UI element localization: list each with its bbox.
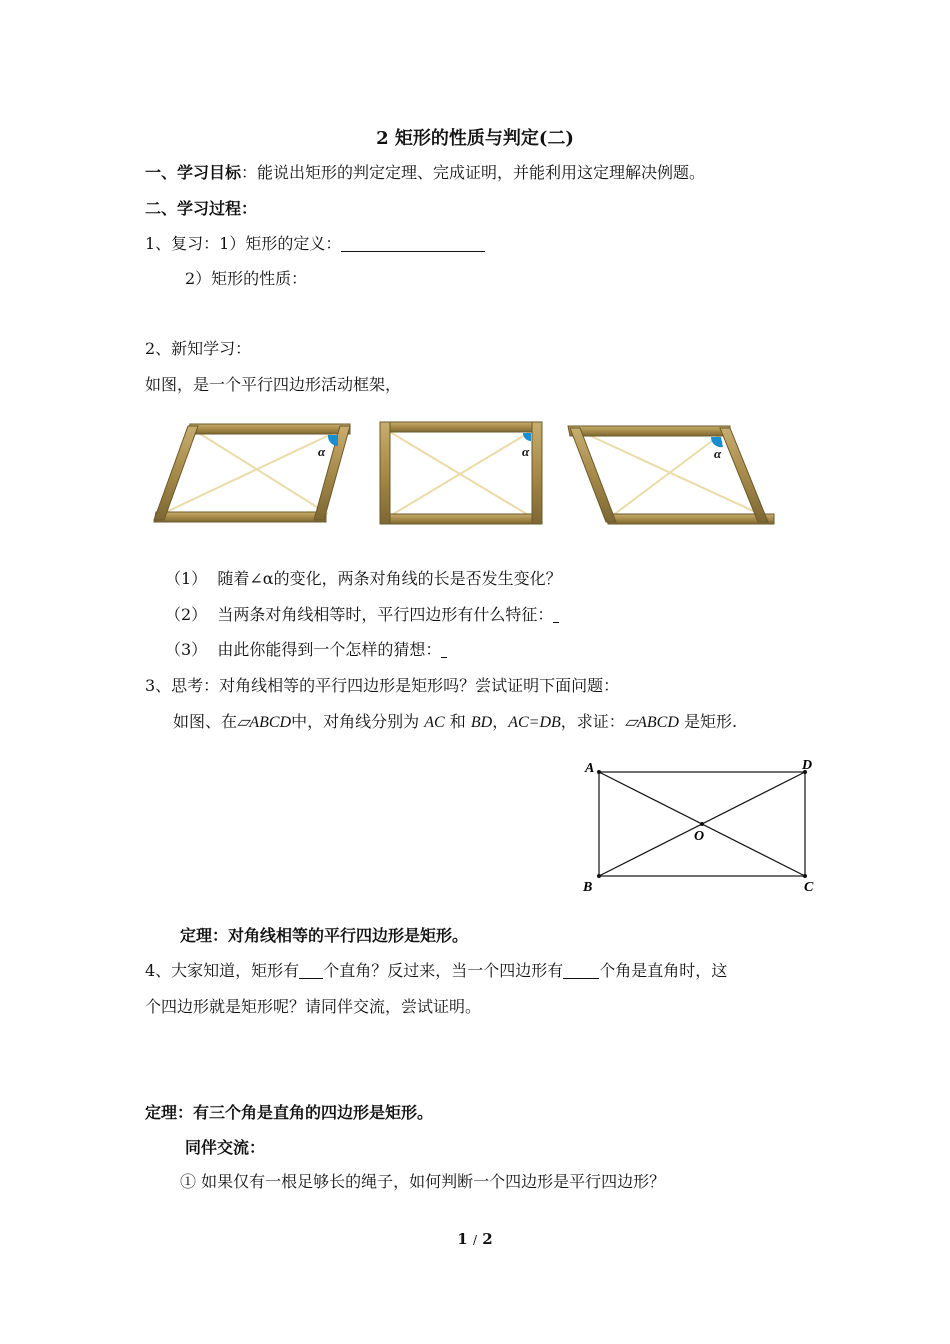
process-heading: 二、学习过程： xyxy=(145,199,258,218)
definition-blank xyxy=(341,235,485,252)
parallelogram-symbol: ▱ xyxy=(237,714,250,731)
page-title: 2 矩形的性质与判定(二) xyxy=(376,128,574,149)
parallelogram-symbol-2: ▱ xyxy=(624,714,638,731)
peer-exchange-heading: 同伴交流： xyxy=(185,1138,266,1157)
objectives-label: 一、学习目标 xyxy=(145,163,242,182)
problem-mid: 中，对角线分别为 xyxy=(291,712,420,731)
q4-part3: 个角是直角时，这 xyxy=(599,961,728,980)
question-3-blank xyxy=(441,641,447,658)
objectives-text: ：能说出矩形的判定定理、完成证明，并能利用这定理解决例题。 xyxy=(241,163,706,182)
frame-left xyxy=(154,424,350,522)
question-1 xyxy=(165,568,562,590)
abcd-label-2: ABCD xyxy=(637,714,679,731)
question-4-line-1 xyxy=(145,960,727,982)
think-problem xyxy=(173,711,737,734)
q4-part2: 个直角？反过来，当一个四边形有 xyxy=(323,961,564,980)
new-learning-intro: 如图，是一个平行四边形活动框架， xyxy=(145,375,402,394)
review-properties: 2）矩形的性质： xyxy=(185,269,308,288)
theorem-three-right-angles: 定理：有三个角是直角的四边形是矩形。 xyxy=(145,1103,434,1122)
rectangle-abcd-diagram xyxy=(578,754,828,900)
question-3 xyxy=(165,639,447,661)
question-1-number: （1） xyxy=(165,569,208,588)
page-number xyxy=(0,1230,950,1248)
problem-end: 是矩形. xyxy=(684,712,738,731)
vertex-b-label: B xyxy=(583,880,593,895)
peer-item-1: ① 如果仅有一根足够长的绳子，如何判断一个四边形是平行四边形？ xyxy=(180,1172,666,1191)
think-heading: 3、思考：对角线相等的平行四边形是矩形吗？尝试证明下面问题： xyxy=(145,676,620,695)
parallelogram-frames-figure xyxy=(150,416,790,534)
question-3-text: 由此你能得到一个怎样的猜想： xyxy=(217,640,442,659)
equality: AC=DB xyxy=(508,714,561,731)
question-2-blank xyxy=(553,606,559,623)
abcd-label: ABCD xyxy=(249,714,292,731)
page-separator: / xyxy=(472,1233,478,1247)
question-2-number: （2） xyxy=(165,605,208,624)
angle-alpha-label-3: α xyxy=(714,446,722,461)
angle-alpha-label-2: α xyxy=(522,444,530,459)
review-definition-label: 1、复习：1）矩形的定义： xyxy=(145,234,342,253)
page-current: 1 xyxy=(457,1230,468,1248)
center-o-label: O xyxy=(694,829,705,844)
question-4-line-2: 个四边形就是矩形呢？请同伴交流，尝试证明。 xyxy=(145,997,482,1016)
and-word: 和 xyxy=(449,712,466,731)
objectives-line xyxy=(145,162,705,184)
q4-blank-1 xyxy=(299,962,323,979)
vertex-d-label: D xyxy=(802,758,813,773)
q4-blank-2 xyxy=(563,962,599,979)
question-2 xyxy=(165,604,559,626)
question-1-text: 随着∠α的变化，两条对角线的长是否发生变化？ xyxy=(217,569,562,588)
bd-label: BD xyxy=(470,714,493,731)
frame-middle xyxy=(380,422,542,524)
theorem-diagonals: 定理：对角线相等的平行四边形是矩形。 xyxy=(180,926,469,945)
frame-right xyxy=(568,426,774,524)
proof-word: ，求证： xyxy=(560,712,625,731)
review-line-1 xyxy=(145,233,485,255)
problem-prefix: 如图、在 xyxy=(173,712,238,731)
question-3-number: （3） xyxy=(165,640,208,659)
ac-label: AC xyxy=(424,714,445,731)
q4-part1: 4、大家知道，矩形有 xyxy=(145,961,300,980)
angle-alpha-label-1: α xyxy=(318,444,326,459)
question-2-text: 当两条对角线相等时，平行四边形有什么特征： xyxy=(217,605,554,624)
page-total: 2 xyxy=(482,1230,493,1248)
vertex-c-label: C xyxy=(804,880,814,895)
comma: ， xyxy=(492,712,509,731)
vertex-a-label: A xyxy=(585,761,595,776)
new-learning-heading: 2、新知学习： xyxy=(145,339,252,358)
